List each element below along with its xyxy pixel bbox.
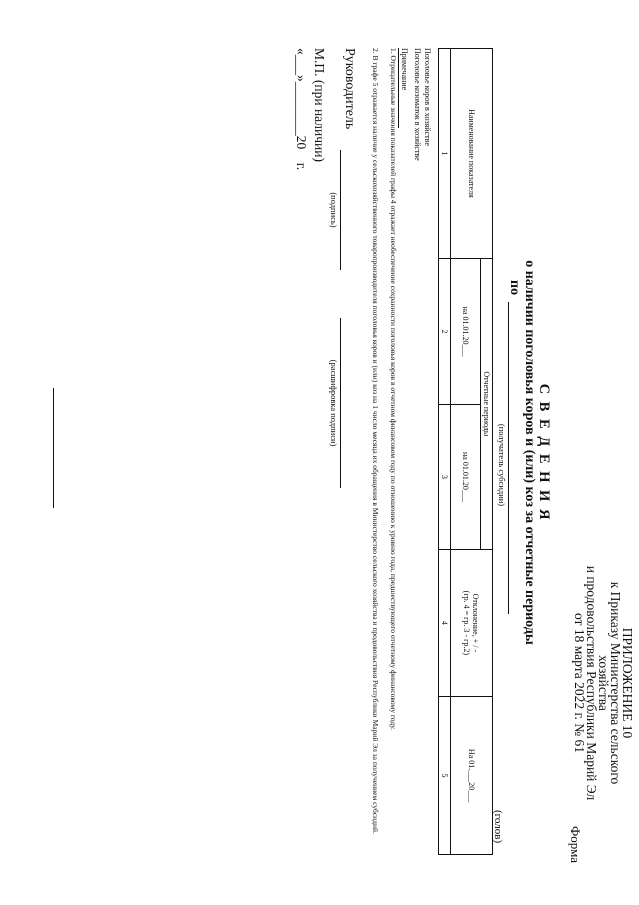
signature-decode-caption: (расшифровка подписи) bbox=[329, 359, 339, 447]
col-number-3: 3 bbox=[439, 405, 451, 549]
col-header-current: На 01.___20___ bbox=[451, 697, 493, 855]
row-goats: Поголовье козоматок в хозяйстве bbox=[413, 48, 422, 161]
col-header-indicator: Наименование показателя bbox=[451, 49, 493, 259]
deviation-formula: (гр. 4 = гр. 3 - гр.2) bbox=[462, 590, 472, 656]
form-label: Форма bbox=[568, 826, 583, 863]
col-header-period-2: на 01.01.20___ bbox=[451, 405, 481, 549]
deviation-title: Отклонение, + / - bbox=[471, 593, 481, 653]
notes-label: Примечание bbox=[400, 48, 409, 91]
recipient-field-line[interactable] bbox=[508, 302, 509, 614]
signature-decode-line[interactable] bbox=[340, 318, 341, 488]
note-item-2: 2. В графе 5 отражается наличие у сельскохозяйственного товаропроизводителя поголовья коров и (или) коз на 1 число месяца их обращения в Министерство сельского хозяйства и продовольствия Республики Марий Эл за получением субсидий. bbox=[371, 48, 380, 834]
ministry-line: и продовольствия Республики Марий Эл bbox=[584, 565, 599, 801]
signatory-role: Руководитель bbox=[342, 48, 357, 130]
stamp-placeholder: М.П. (при наличии) bbox=[312, 48, 327, 162]
po-label: по bbox=[507, 280, 522, 296]
notes-rule bbox=[398, 48, 399, 128]
recipient-caption: (получатель субсидии) bbox=[497, 423, 507, 507]
date-line[interactable]: «___»________20 г. bbox=[294, 48, 309, 171]
order-date-line: от 18 марта 2022 г. № 61 bbox=[572, 612, 587, 754]
document-subtitle: о наличии поголовья коров и (или) коз за отчетные периоды bbox=[522, 260, 537, 645]
document-title: С В Е Д Е Н И Я bbox=[536, 383, 552, 522]
signature-line[interactable] bbox=[340, 150, 341, 270]
appendix-title: ПРИЛОЖЕНИЕ 10 bbox=[620, 627, 635, 739]
row-cows: Поголовье коров в хозяйстве bbox=[423, 48, 432, 146]
col-number-4: 4 bbox=[439, 549, 451, 696]
unit-label: (голов) bbox=[492, 810, 504, 844]
livestock-table bbox=[438, 48, 493, 855]
bottom-rule bbox=[53, 388, 54, 508]
col-number-1: 1 bbox=[439, 49, 451, 259]
signature-caption: (подпись) bbox=[329, 192, 339, 228]
col-number-2: 2 bbox=[439, 258, 451, 404]
col-header-deviation bbox=[451, 549, 493, 696]
note-item-1: 1. Отрицательные значения показателей графы 4 отражает необеспечение сохранности поголовья коров в отчетном финансовом году по отношению к уровню года, предшествующего отчетному финансовому году. bbox=[389, 48, 398, 731]
col-header-period-1: на 01.01.20___ bbox=[451, 258, 481, 404]
order-reference-line: к Приказу Министерства сельского хозяйства bbox=[596, 581, 623, 785]
col-header-periods: Отчетные периоды bbox=[481, 258, 493, 549]
appendix-header bbox=[573, 553, 633, 813]
col-number-5: 5 bbox=[439, 697, 451, 855]
